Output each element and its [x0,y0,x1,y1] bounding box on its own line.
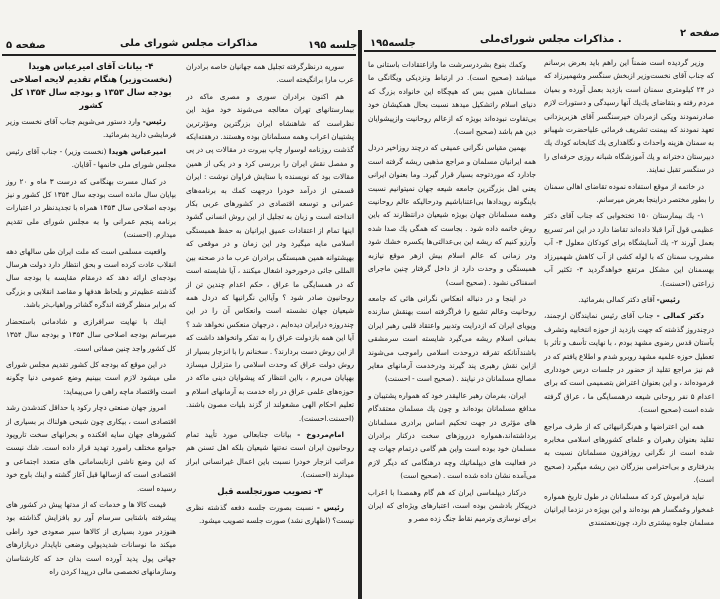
paragraph-text: آقای دکتر کمالی بفرمائید. [578,294,657,304]
paragraph [6,358,176,398]
paragraph [368,58,536,138]
paragraph [368,486,536,526]
paragraph [6,145,176,172]
paragraph [544,293,714,306]
paragraph [544,490,714,530]
paragraph [544,420,714,487]
running-title: مذاکرات مجلس شورای ملی [120,38,258,49]
paragraph-text: هم اکنون برادران سوری و مصری ماکه در بیمارستانهای تهران معالجه می‌شوند خود مؤید این نظراست که شاهنشاه ایران بزرگترین ومؤثرترین پشتیبان اعراب وهمه مسلمانان بوده وهستند. درهفته‌ایکه گذشت روزنامه لوسوار چاپ بیروت در مقالات پی در پی و مفصل نقش ایران را بررسی کرد و در یکی از همین مقالات بود که نویسنده با ستایش فراوان نوشت : ایران قسمتی از درآمد خودرا درجهت کمك به برنامه‌های عمرانی و توسعه اقتصادی در کشورهای عربی بکار انداخته است و زبان به تجلیل از این روش انسانی گشود اینها تمام از اعتقادات عمیق ایرانیان به حفظ همبستگی اسلامی مایه میگیرد ودر این زمان و در موقعی که بهپشتوانه همین همبستگی برادران عرب ما در صحنه بین المللی جائی درخورخود اشغال میکنند ، آیا شایسته است که در همسایگی ما عراق ، حکم اعدام چندین تن از روحانیون صادر شود ؟ وآیااین نگرانیها که دردل همه شیعیان جهان نشسته است وانعکاس آن را در این چندروزه درایران دیده‌ایم ، درجهان منعکس نخواهد شد ؟ آیا این همه بازدولت عراق را به تفکر وانخواهد داشت که از این روش دست بردارند؟ . سخنانم را با انزجار بسیار از روش دولت عراق که وحدت اسلامی را متزلزل میسازد بهپایان می‌برم ، بااین انتظار که پیشوایان دینی ماکه در حوزه‌های علمی عراق در راه خدمت به آرمانهای اسلام و تعلیم احکام الهی مشغولند از گزند بلیات مصون باشند. (احسنت.احسنت). [186,91,354,423]
paragraph-text: وکمك بنوع بشردرسرشت ما وازاعتقادات باستانی ما میباشد (صحیح است). در ارتباط ونزدیکی ویگانگی ما مسلمانان همین بس که هیچگاه این خانواده بزرگ که دنیای اسلام راتشکیل میدهد نسبت بحال همکیشان خود بی‌تفاوت نبوده‌اند بویژه که ازعالم روحانیت وازپیشوایان دین هم باشد (صحیح است). [368,60,536,137]
column-right [186,60,354,530]
paragraph-text: همه این اعتراضها و هم‌نگرانیهائی که از طرف مراجع تقلید بعنوان رهبران و علمای کشورهای اسلامی مخابره شده است از نگرانی روزافزون مسلمانان نسبت به بدرفتاری و بی‌احترامی ببزرگان دین ریشه میگیرد (صحیح است). [544,421,714,485]
speaker-name: رئیس- [142,117,166,126]
section-heading: ۴- بیانات آقای امیرعباس هویدا (نخست‌وزیر) هنگام تقدیم لایحه اصلاحی بودجه سال ۱۳۵۳ و بودجه سال ۱۳۵۴ کل کشور [9,61,173,110]
paragraph-text: در کمال مسرت بهنگامی که درست ۳ ماه و ۲۰ روز بپایان سال مانده است بودجه سال ۱۳۵۴ کل کشور و نیز بودجه اصلاحی سال ۱۳۵۳ همراه با تجدیدنظر در اعتبارات برنامه پنجم عمرانی وا به مجلس شورای ملی تقدیم میدارم. (احسنت) [6,176,176,240]
paragraph-text: اینك با نهایت سرافرازی و شادمانی باستحضار میرسانم بودجه اصلاحی سال ۱۳۵۳ و بودجه سال ۱۳۵۴ کل کشور واجد چنین صفاتی است. [6,316,176,353]
paragraph-text: ۱- یك بیمارستان ۱۵۰ تختخوابی که جناب آقای دکتر عظیمی قول آنرا قبلا داده‌اند تقاضا دارد در این امر تسریع بعمل آورند ۲- یك آسایشگاه برای کودکان معلول ۳- آب مشروب سمنان که با لوله کشی از آب کاهش شهمیرزاد بهسمنان این مشکل مرتفع خواهدگردید ۴- تکثیر آب زراعتی (احسنت). [544,211,715,288]
paragraph-text: در خاتمه از موقع استفاده نموده تقاضای اهالی سمنان را بطور مختصر دراینجا بعرض میرسانم. [544,181,714,205]
paragraph [186,90,354,425]
paragraph [544,209,714,289]
speaker-name: رئیس- [656,294,680,304]
paragraph [6,245,176,312]
paragraph [368,389,536,483]
paragraph [186,428,354,482]
paragraph-text: ایران، بفرمان رهبر عالیقدر خود که همواره پشتیبان و مدافع مسلمانان بوده‌اند و چون یك مسلمان معتقدگام های مؤثری در جهت تحکیم اساس برادری مسلمانان برداشته‌اند،همواره درروزهای سخت درکنار برادران مسلمان خود بوده است واین هم گامی درتمام جهات چه در فعالیت های دیپلماتیك وچه درهنگامی که دیگر لازم می‌آمده نشان داده شده است . (صحیح است) [368,390,536,481]
paragraph-text: قیمت کالا ها و خدمات که از مدتها پیش در کشور های پیشرفته باشتابی سرسام آور رو بافزایش گذاشته بود هنوزدر مورد بسیاری از کالاها سیر صعودی خود راطی میکند ما نوسانات شدیدپولی وضعی ناپایدار دربازارهای جهانی پول پدید آورده است بدان حد که کارشناسان وسازمانهای تخصصی مالی درپیدا کردن راه [6,499,176,576]
speaker-name: امیرعباس هویدا [108,146,166,156]
running-title: . مذاکرات مجلس شورای‌ملی [480,34,622,45]
session-number: جلسه ۱۹۵ [308,40,358,51]
column-right [544,56,714,533]
header-rule [2,54,356,56]
paragraph-text: بهمین مقیاس نگرانی عمیقی که درچند روزاخیر دردل همه ایرانیان مسلمان و مراجع مذهبی ریشه گرفته است جادارد که موردتوجه بسیار قرار گیرد. وما بعنوان ایرانی یعنی اهل بزرگترین جامعه شیعه جهان نمیتوانیم نسبت باینگونه رویدادها بی‌اعتناباشیم ودرحالیکه عالم روحانیت وهمه مسلمانان جهان بویژه شیعیان درانتظارند که باین روش خاتمه داده شود . بجاست که همگی یك صدا شده وآرزو کنیم که ریشه این بی‌عدالتی‌ها یکسره خشك شود ودر زمانی که عالم اسلام بیش ازهر موقع نیازبه همبستگی و وحدت دارد از داخل گرفتار چنین ماجرای اسفناکی نشود . (صحیح است) [368,143,536,287]
paragraph-text: نباید فراموش کرد که مسلمانان در طول تاریخ همواره غمخوار وغمگسار هم بوده‌اند و این بویژه در نزدما ایرانیان مسلمان جلوه بیشتری دارد، چون‌نعمتمندی [544,491,714,528]
paragraph-text: جناب آقای رئیس نمایندگان ارجمند، درچندروز گذشته که جهت بازدید از حوزه انتخابیه وتشرف بآستان قدس رضوی مشهد بودم ، با نهایت تأسف و تأثر با تعطیل حوزه علمیه مشهد روبرو شدم و اطلاع یافتم که در قم نیز مراجع تقلید از حضور در جلسات درس خودداری فرموده‌اند ، و این بعنوان اعتراض بتصمیمی است که برای اعدام ۵ نفر روحانی شیعه درهمسایگی ما ، عراق گرفته شده است (صحیح است). [544,311,714,415]
session-number: جلسه۱۹۵ [370,38,416,49]
paragraph-text: درکنار دیپلماسی ایران که هم گام وهمصدا با اعراب درپیکار بادشمن بوده است، اعتبارهای ویژه‌ای که ایران برای نوسازی وترمیم نقاط جنگ زده مصر و [368,487,536,524]
paragraph-text: بیانات جنابعالی مورد تأیید تمام روحانیون ایران است نه‌تنها شیعیان بلکه اهل تسنن هم مراتب انزجار خودرا نسبت باین اعمال غیرانسانی ابراز میدارند (احسنت). [186,429,354,480]
paragraph [544,56,714,177]
paragraph-text: وزیر گردیده است ضمناً این راهم باید بعرض برسانم که جناب آقای نخست‌وزیر ازبخش سنگسر وشهمیرزاد که در ۲۴ کیلومتری سمنان است بازدید بعمل آورده و بمیان مردم رفته و بتقاضای یك‌یك آنها رسیدگی و دستورات لازم صادرنمودند ویکی ازمردان خیرسنگسر آقای هزبریزدانی تعهد نمودند که بیمنت تشریف فرمائی علیاحضرت شهبانو به سمنان هزینه واحداث و نگاهداری یك کتابخانه کودك یك دبیرستان دخترانه و یك آموزشگاه شبانه روزی حرفه‌ای را در سنگسر تقبل نمایند. [544,58,714,175]
paragraph-text: سوریه درنظرگرفته تجلیل همه جهانیان خاصه برادران عرب مارا برانگیخته است. [186,62,354,85]
paragraph [544,309,714,416]
column-left [368,58,536,529]
paragraph [368,141,536,288]
paragraph [544,180,714,207]
paragraph [6,498,176,578]
speaker-name: امام‌مردوخ - [297,429,344,439]
paragraph-text: در اینجا و در دنباله انعکاس نگرانی هائی که جامعه روحانیت وعالم تشیع را فراگرفته است بهنقش سازنده وپویای ایران که ازدرایت وتدبیر واعتقاد قلبی رهبر ایران بمبانی اسلام ریشه می‌گیرد شایسته است سرمشقی باشندآنانکه تفرقه دروحدت اسلامی راموجب می‌شوند ازاین نقش رهبری پند گیرند ودرخدمت آرمانهای مغایر مصالح مسلمانان در نیایند . (صحیح است - احسنت) [368,293,536,384]
paragraph-text: در این موقع که بودجه کل کشور تقدیم مجلس شورای ملی میشود لازم است ببینیم وضع عمومی دنیا چگونه است واقتصاد ماچه راهی را می‌پیماید: [6,359,176,396]
paragraph-text: نسبت بصورت جلسه دفعه گذشته نظری نیست؟ (اظهاری نشد) صورت جلسه تصویب میشود. [186,502,354,525]
paragraph [186,60,354,87]
paragraph [6,175,176,242]
paragraph [6,315,176,355]
paragraph-text: امروز جهان صنعتی دچار رکود یا حداقل کندشدن رشد اقتصادی است ، بیکاری چون شبحی هولناك بر بسیاری از کشورهای جهان سایه افکنده و بحرانهای سخت تاروپود جوامع مختلف رامورد تهدید قرار داده است. شك نیست که این وضع ناشی ازنابسامانی های متعدد اجتماعی و اقتصادی است که ازسالها قبل آغاز گشته و اینك باوج خود رسیده است. [6,403,176,493]
paragraph-text: وارد دستور می‌شویم جناب آقای نخست وزیر فرمایشی دارید بفرمائید. [6,117,176,140]
header-rule [364,50,716,52]
paragraph [6,401,176,495]
speaker-name: دکتر کمالی - [656,311,704,321]
paragraph [6,115,176,142]
paragraph-text: (نخست وزیر) - جناب آقای رئیس مجلس شورای ملی خانمها - آقایان. [6,146,176,170]
paragraph [368,292,536,386]
page-gutter [358,30,362,599]
column-left [6,60,176,581]
paragraph-text: واقعیت مسلمی است که ملت ایران طی سالهای دهه انقلاب عادت کرده است و بحق انتظار دارد دولت هرسال بودجه‌ای ارائه دهد که درمقام مقایسه با بودجه سال گذشته عظیم‌تر و بلحاظ هدفها و مقاصد انقلابی و بزرگی که برابر منظر گرفته اندگره گشاتر وراهیاب‌تر باشد. [6,246,176,310]
page-number: صفحه ۲ [680,28,720,39]
paragraph [186,501,354,528]
section-heading: ۳- تصویب صورتجلسه قبل [217,485,323,496]
page-number: صفحه ۵ [6,40,46,51]
speaker-name: رئیس - [316,502,345,512]
